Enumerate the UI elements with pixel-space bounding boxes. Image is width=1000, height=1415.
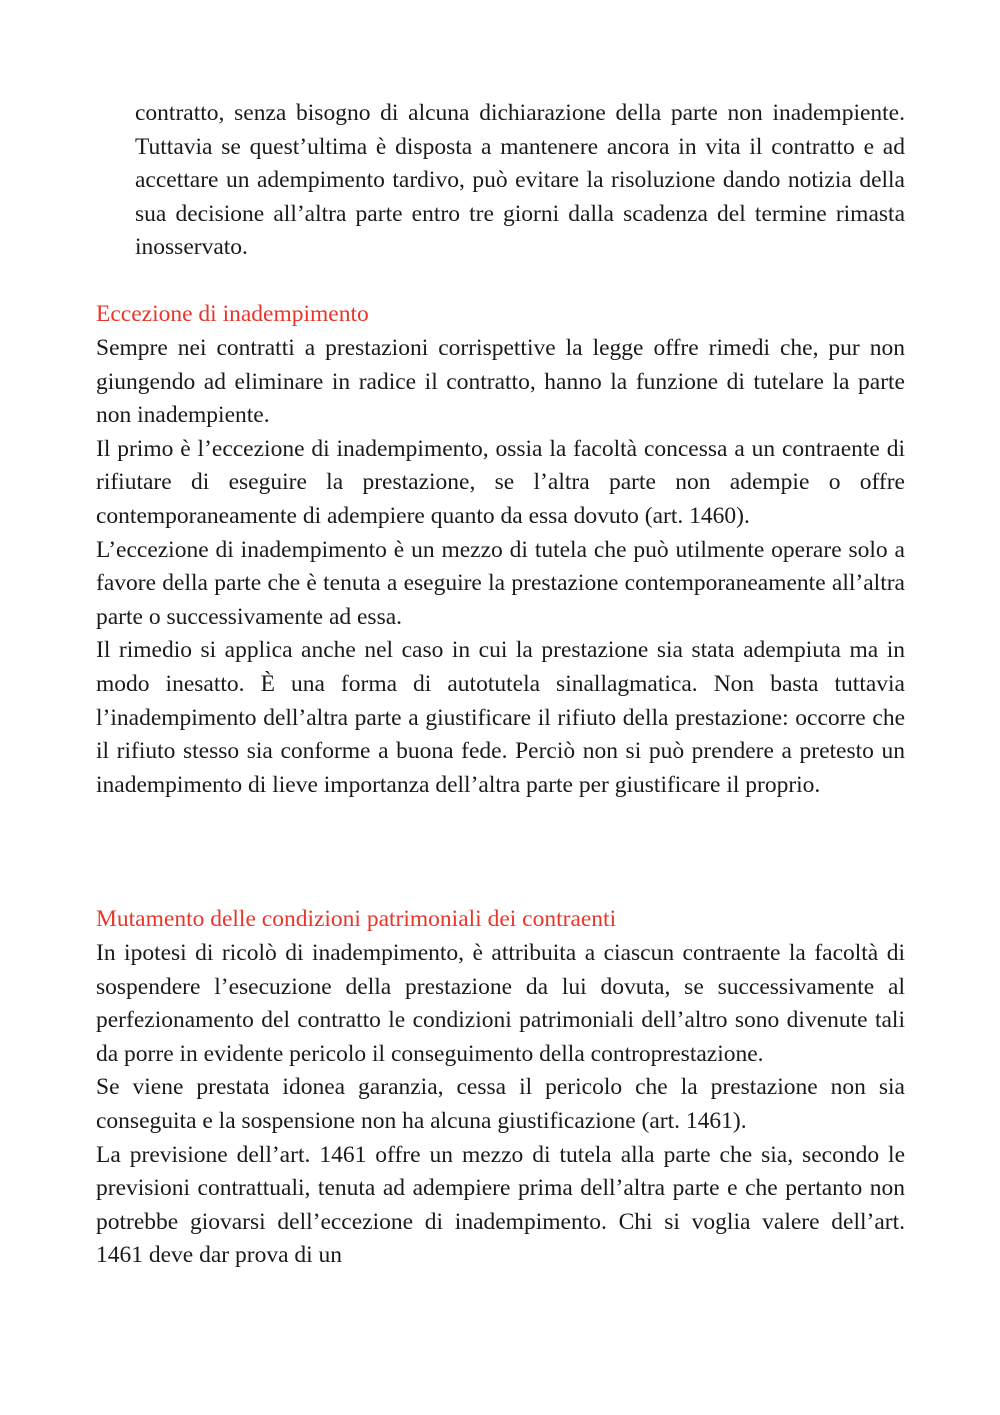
paragraph: In ipotesi di ricolò di inadempimento, è attribuita a ciascun contraente la facoltà di sospendere l’esecuzione della prestazione da lui dovuta, se successivamente al perfezionamento del contratto le condizioni patrimoniali dell’altro sono divenute tali da porre in evidente pericolo il conseguimento della controprestazione. [96, 940, 905, 1067]
paragraph: La previsione dell’art. 1461 offre un mezzo di tutela alla parte che sia, secondo le previsioni contrattuali, tenuta ad adempiere prima dell’altra parte e che pertanto non potrebbe giovarsi dell’eccezione di inadempimento. Chi si voglia valere dell’art. 1461 deve dar prova di un [96, 1141, 905, 1269]
paragraph: Il rimedio si applica anche nel caso in cui la prestazione sia stata adempiuta ma in modo inesatto. È una forma di autotutela sinallagmatica. Non basta tuttavia l’inadempimento dell’altra parte a giustificare il rifiuto della prestazione: occorre che il rifiuto stesso sia conforme a buona fede. Perciò non si può prendere a pretesto un inadempimento di lieve importanza dell’altra parte per giustificare il proprio. [96, 637, 905, 798]
paragraph: Se viene prestata idonea garanzia, cessa il pericolo che la prestazione non sia conseguita e la sospensione non ha alcuna giustificazione (art. 1461). [96, 1074, 905, 1134]
section-heading-eccezione: Eccezione di inadempimento [96, 301, 369, 327]
section-body-eccezione [96, 332, 905, 802]
paragraph: Sempre nei contratti a prestazioni corrispettive la legge offre rimedi che, pur non giungendo ad eliminare in radice il contratto, hanno la funzione di tutelare la parte non inadempiente. [96, 335, 905, 429]
paragraph: L’eccezione di inadempimento è un mezzo di tutela che può utilmente operare solo a favore della parte che è tenuta a eseguire la prestazione contemporaneamente all’altra parte o successivamente ad essa. [96, 536, 905, 630]
section-heading-mutamento: Mutamento delle condizioni patrimoniali dei contraenti [96, 906, 617, 932]
intro-paragraph: contratto, senza bisogno di alcuna dichiarazione della parte non inadempiente. Tuttavia se quest’ultima è disposta a mantenere ancora in vita il contratto e ad accettare un adempimento tardivo, può evitare la risoluzione dando notizia della sua decisione all’altra parte entro tre giorni dalla scadenza del termine rimasta inosservato. [135, 100, 905, 261]
section-body-mutamento [96, 937, 905, 1273]
paragraph: Il primo è l’eccezione di inadempimento, ossia la facoltà concessa a un contraente di rifiutare di eseguire la prestazione, se l’altra parte non adempie o offre contemporaneamente di adempiere quanto da essa dovuto (art. 1460). [96, 435, 905, 529]
